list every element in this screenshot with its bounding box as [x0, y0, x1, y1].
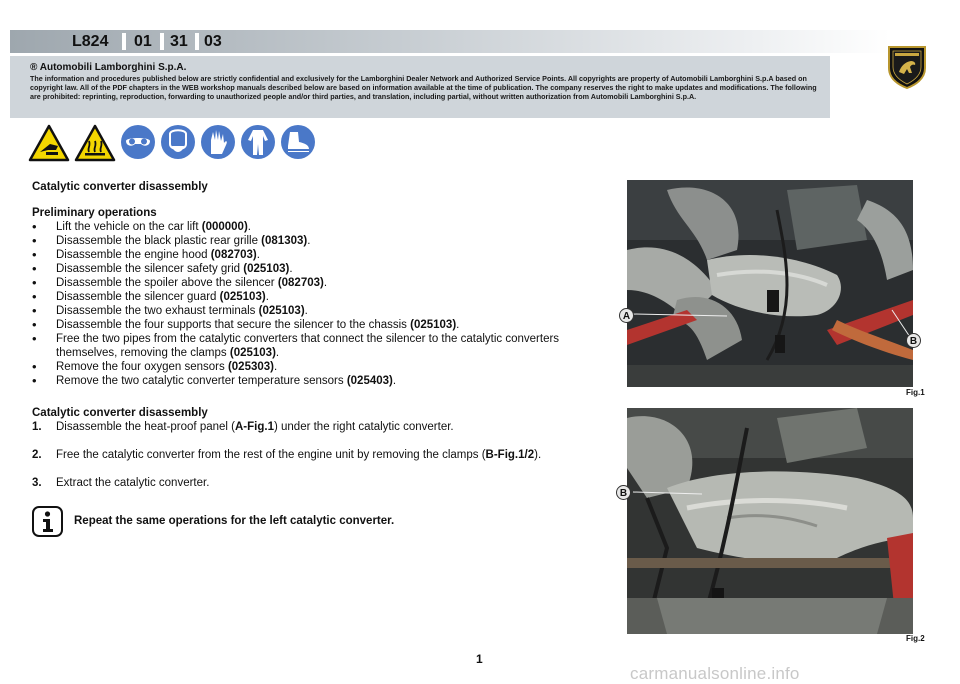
procedure-text	[32, 180, 612, 490]
steps-title: Catalytic converter disassembly	[32, 407, 208, 419]
preliminary-item-tail: .	[456, 319, 460, 331]
callout-b-fig2: B	[616, 485, 631, 500]
step-number: 2.	[32, 449, 42, 461]
preliminary-item-tail: .	[247, 221, 251, 233]
preliminary-item	[32, 262, 612, 276]
figure-2-label: Fig.2	[906, 634, 925, 643]
figure-1-leader-lines	[627, 300, 917, 350]
preliminary-item-tail: .	[304, 305, 308, 317]
disclaimer-text: The information and procedures published below are strictly confidential and exclusively for the Lamborghini Dealer Network and Authorized Service Points. All copyrights are property of Automobili Lamborghini S.p.A based on copyright law. All of the PDF chapters in the WEB workshop manuals described below are based on information available at the time of publication. The company reserves the right to make updates and modifications. The following are prohibited: reprinting, reproduction, forwarding to unauthorized people and/or third parties, and translation, including partial, without written authorization from Automobili Lamborghini S.p.A.	[30, 74, 817, 101]
preliminary-item	[32, 360, 612, 374]
procedure-step	[32, 420, 612, 434]
preliminary-item-text: Disassemble the two exhaust terminals	[56, 305, 259, 317]
preliminary-item-text: Remove the two catalytic converter temperature sensors	[56, 375, 347, 387]
preliminary-item-text: Free the two pipes from the catalytic converters that connect the silencer to the catalytic converters themselves, removing the clamps	[56, 333, 560, 359]
header-code-3: 31	[170, 33, 188, 50]
note-text: Repeat the same operations for the left catalytic converter.	[74, 515, 395, 527]
preliminary-item-text: Disassemble the spoiler above the silencer	[56, 277, 278, 289]
step-text: Disassemble the heat-proof panel (	[56, 421, 235, 433]
preliminary-list	[32, 220, 612, 388]
page-number: 1	[476, 652, 483, 666]
preliminary-item-tail: .	[289, 263, 293, 275]
preliminary-item	[32, 374, 612, 388]
callout-a-fig1: A	[619, 308, 634, 323]
preliminary-item-tail: .	[274, 361, 278, 373]
lamborghini-logo	[885, 44, 929, 90]
step-text: Extract the catalytic converter.	[56, 477, 210, 489]
copyright-box	[10, 56, 830, 118]
preliminary-item-ref: (082703)	[277, 277, 324, 289]
preliminary-item-tail: .	[392, 375, 397, 387]
figure-1-photo	[627, 180, 913, 387]
preliminary-item-text: Lift the vehicle on the car lift	[56, 221, 202, 233]
preliminary-item	[32, 304, 612, 318]
figure-1-label: Fig.1	[906, 388, 925, 397]
preliminary-item-ref: (025103)	[229, 347, 276, 359]
preliminary-item-text: Disassemble the silencer safety grid	[56, 263, 244, 275]
watermark-text: carmanualsonline.info	[630, 664, 800, 683]
header-separator	[195, 33, 199, 50]
header-code-1: L824	[72, 33, 109, 50]
preliminary-item	[32, 220, 612, 234]
preliminary-item-ref: (025303)	[227, 361, 274, 373]
safety-shoes-icon	[280, 124, 316, 160]
preliminary-item-ref: (082703)	[210, 249, 257, 261]
info-note	[32, 506, 592, 538]
info-icon	[32, 506, 63, 537]
header-code-2: 01	[134, 33, 152, 50]
preliminary-item-ref: (025103)	[243, 263, 290, 275]
page-title: Catalytic converter disassembly	[32, 181, 208, 193]
step-text-end: ).	[534, 449, 542, 461]
preliminary-item-text: Disassemble the silencer guard	[56, 291, 220, 303]
preliminary-item-ref: (000000)	[201, 221, 248, 233]
header-code-4: 03	[204, 33, 222, 50]
preliminary-item	[32, 276, 612, 290]
preliminary-item	[32, 332, 612, 360]
step-number: 1.	[32, 421, 42, 433]
step-figure-ref: B-Fig.1/2	[485, 449, 535, 461]
preliminary-item-tail: .	[265, 291, 269, 303]
callout-b-fig1: B	[906, 333, 921, 348]
safety-goggles-icon	[120, 124, 156, 160]
preliminary-item-text: Disassemble the black plastic rear grille	[56, 235, 262, 247]
protective-suit-icon	[240, 124, 276, 160]
company-name: ® Automobili Lamborghini S.p.A.	[30, 62, 187, 73]
preliminary-item-tail: .	[323, 277, 328, 289]
step-number: 3.	[32, 477, 42, 489]
crush-hazard-warning-icon	[28, 124, 70, 162]
step-text-end: ) under the right catalytic converter.	[273, 421, 454, 433]
step-text: Free the catalytic converter from the rest of the engine unit by removing the clamps (	[56, 449, 486, 461]
steps-list	[32, 420, 612, 490]
procedure-step	[32, 476, 612, 490]
preliminary-item	[32, 248, 612, 262]
header-bar	[10, 30, 890, 53]
step-figure-ref: A-Fig.1	[235, 421, 274, 433]
figure-2-leader-line	[627, 486, 707, 506]
figure-2-photo	[627, 408, 913, 634]
preliminary-item-text: Disassemble the engine hood	[56, 249, 211, 261]
preliminary-item-ref: (081303)	[261, 235, 308, 247]
preliminary-item	[32, 318, 612, 332]
hot-surface-warning-icon	[74, 124, 116, 162]
preliminary-item-ref: (025103)	[410, 319, 457, 331]
header-separator	[122, 33, 126, 50]
preliminary-title: Preliminary operations	[32, 207, 157, 219]
preliminary-item-tail: .	[307, 235, 311, 247]
preliminary-item-tail: .	[275, 347, 280, 359]
preliminary-item-ref: (025103)	[258, 305, 305, 317]
header-separator	[160, 33, 164, 50]
face-mask-icon	[160, 124, 196, 160]
gloves-icon	[200, 124, 236, 160]
preliminary-item-ref: (025403)	[346, 375, 393, 387]
preliminary-item-text: Disassemble the four supports that secure the silencer to the chassis	[56, 319, 411, 331]
preliminary-item-ref: (025103)	[219, 291, 266, 303]
preliminary-item	[32, 234, 612, 248]
preliminary-item	[32, 290, 612, 304]
preliminary-item-tail: .	[256, 249, 260, 261]
preliminary-item-text: Remove the four oxygen sensors	[56, 361, 228, 373]
procedure-step	[32, 448, 612, 462]
